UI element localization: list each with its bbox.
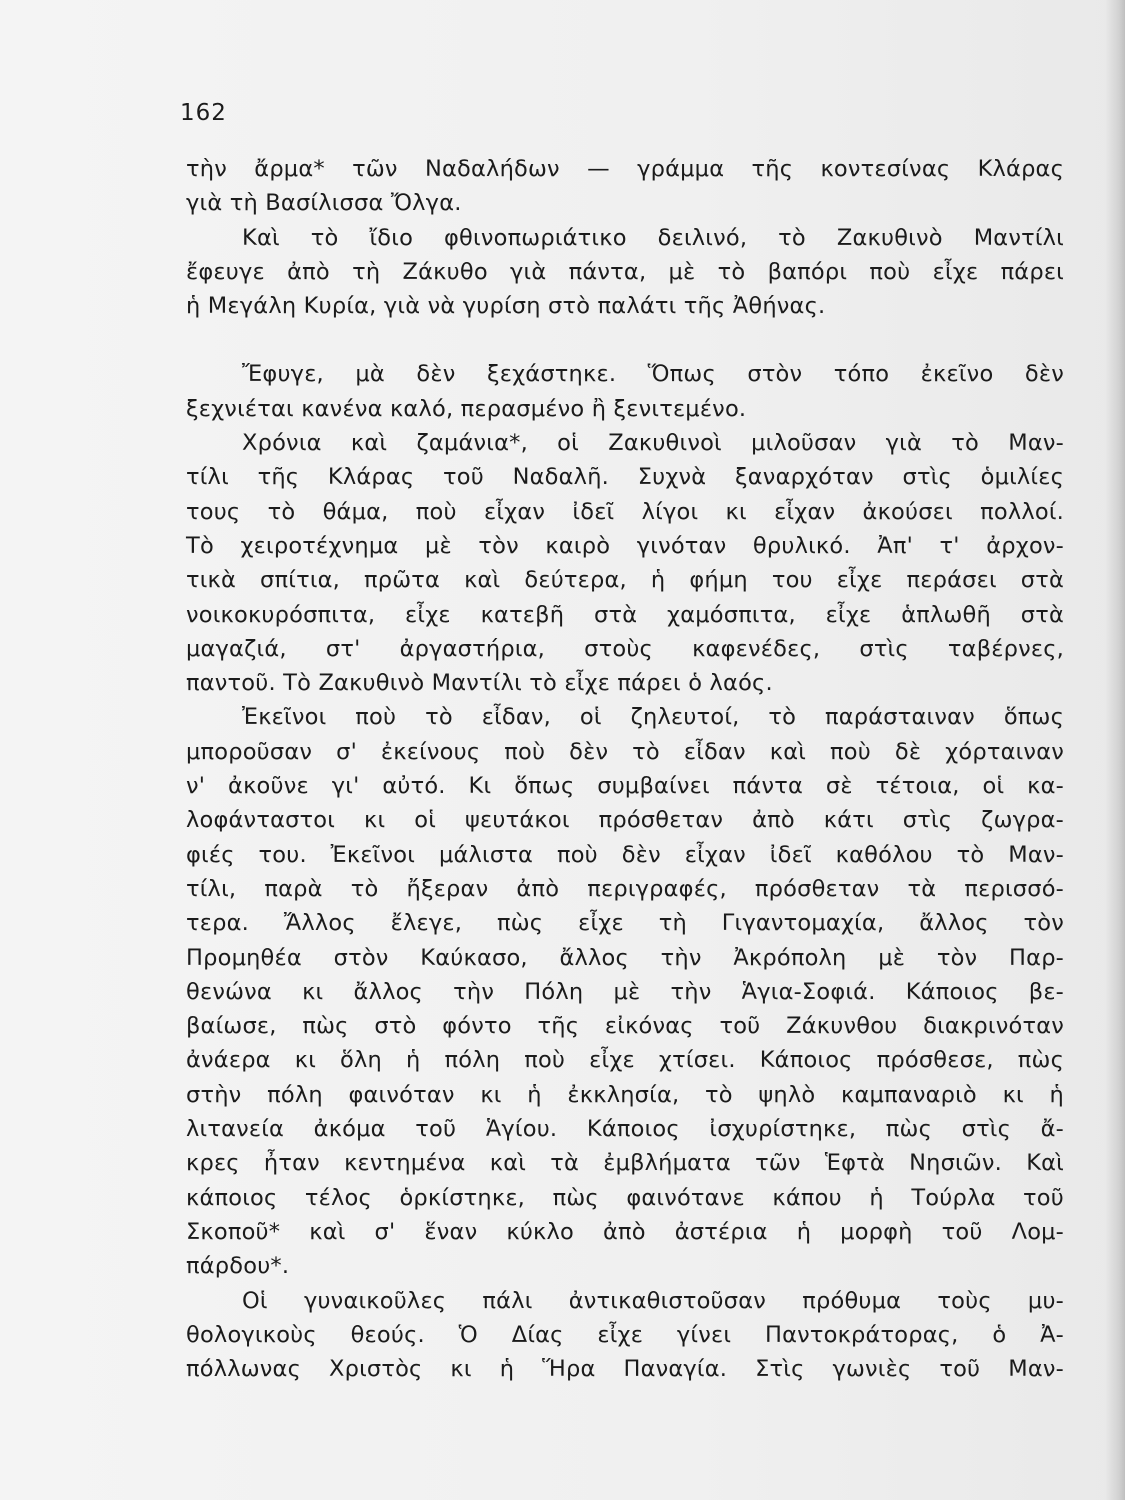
text-line: Σκοποῦ* καὶ σ' ἕναν κύκλο ἀπὸ ἀστέρια ἡ μορφὴ τοῦ Λομ- <box>186 1218 1064 1245</box>
text-line: νοικοκυρόσπιτα, εἶχε κατεβῆ στὰ χαμόσπιτα, εἶχε ἁπλωθῆ στὰ <box>186 601 1064 628</box>
text-line: μποροῦσαν σ' ἐκείνους ποὺ δὲν τὸ εἶδαν καὶ ποὺ δὲ χόρταιναν <box>186 738 1064 765</box>
text-line: τικὰ σπίτια, πρῶτα καὶ δεύτερα, ἡ φήμη του εἶχε περάσει στὰ <box>186 567 1064 594</box>
text-line: Ἔφυγε, μὰ δὲν ξεχάστηκε. Ὅπως στὸν τόπο ἐκεῖνο δὲν <box>242 361 1064 388</box>
paragraph-gap <box>186 323 1064 357</box>
text-line: ἔφευγε ἀπὸ τὴ Ζάκυθο γιὰ πάντα, μὲ τὸ βαπόρι ποὺ εἶχε πάρει <box>186 258 1064 285</box>
text-line: Καὶ τὸ ἴδιο φθινοπωριάτικο δειλινό, τὸ Ζακυθινὸ Μαντίλι <box>242 224 1064 251</box>
page-number: 162 <box>180 100 227 126</box>
text-line: θενώνα κι ἄλλος τὴν Πόλη μὲ τὴν Ἁγια-Σοφιά. Κάποιος βε- <box>186 978 1064 1005</box>
text-line: τὴν ἄρμα* τῶν Ναδαλήδων — γράμμα τῆς κοντεσίνας Κλάρας <box>186 156 1064 182</box>
text-line: θολογικοὺς θεούς. Ὁ Δίας εἶχε γίνει Παντοκράτορας, ὁ Ἀ- <box>186 1321 1064 1348</box>
text-line: κρες ἦταν κεντημένα καὶ τὰ ἐμβλήματα τῶν Ἑφτὰ Νησιῶν. Καὶ <box>186 1150 1064 1177</box>
text-line: Τὸ χειροτέχνημα μὲ τὸν καιρὸ γινόταν θρυλικό. Ἀπ' τ' ἀρχον- <box>186 532 1064 559</box>
text-line: Χρόνια καὶ ζαμάνια*, οἱ Ζακυθινοὶ μιλοῦσαν γιὰ τὸ Μαν- <box>242 430 1064 457</box>
text-line: λιτανεία ἀκόμα τοῦ Ἁγίου. Κάποιος ἰσχυρίστηκε, πὼς στὶς ἄ- <box>186 1116 1064 1143</box>
text-line: ξεχνιέται κανένα καλό, περασμένο ἢ ξενιτεμένο. <box>186 395 747 422</box>
text-line: τερα. Ἄλλος ἔλεγε, πὼς εἶχε τὴ Γιγαντομαχία, ἄλλος τὸν <box>186 910 1064 937</box>
text-line: πάρδου*. <box>186 1253 290 1280</box>
text-line: Προμηθέα στὸν Καύκασο, ἄλλος τὴν Ἀκρόπολη μὲ τὸν Παρ- <box>186 944 1064 971</box>
text-line: πόλλωνας Χριστὸς κι ἡ Ἥρα Παναγία. Στὶς γωνιὲς τοῦ Μαν- <box>186 1356 1064 1383</box>
text-line: τίλι, παρὰ τὸ ἤξεραν ἀπὸ περιγραφές, πρόσθεταν τὰ περισσό- <box>186 875 1064 902</box>
text-line: γιὰ τὴ Βασίλισσα Ὄλγα. <box>186 190 462 217</box>
paragraph <box>186 357 1064 426</box>
text-line: Ἐκεῖνοι ποὺ τὸ εἶδαν, οἱ ζηλευτοί, τὸ παράσταιναν ὅπως <box>242 704 1064 731</box>
text-line: ἀνάερα κι ὅλη ἡ πόλη ποὺ εἶχε χτίσει. Κάποιος πρόσθεσε, πὼς <box>186 1047 1064 1074</box>
text-line: κάποιος τέλος ὁρκίστηκε, πὼς φαινότανε κάπου ἡ Τούρλα τοῦ <box>186 1184 1064 1211</box>
body-text <box>186 152 1064 1386</box>
text-line: παντοῦ. Τὸ Ζακυθινὸ Μαντίλι τὸ εἶχε πάρει ὁ λαός. <box>186 670 773 697</box>
text-line: στὴν πόλη φαινόταν κι ἡ ἐκκλησία, τὸ ψηλὸ καμπαναριὸ κι ἡ <box>186 1081 1064 1108</box>
page-edge-shadow <box>1105 0 1125 1500</box>
text-line: βαίωσε, πὼς στὸ φόντο τῆς εἰκόνας τοῦ Ζάκυνθου διακρινόταν <box>186 1013 1064 1040</box>
paragraph <box>186 426 1064 700</box>
text-line: τους τὸ θάμα, ποὺ εἶχαν ἰδεῖ λίγοι κι εἶχαν ἀκούσει πολλοί. <box>186 498 1064 525</box>
text-line: μαγαζιά, στ' ἀργαστήρια, στοὺς καφενέδες, στὶς ταβέρνες, <box>186 635 1064 662</box>
text-line: Οἱ γυναικοῦλες πάλι ἀντικαθιστοῦσαν πρόθυμα τοὺς μυ- <box>242 1287 1064 1314</box>
text-line: φιές του. Ἐκεῖνοι μάλιστα ποὺ δὲν εἶχαν ἰδεῖ καθόλου τὸ Μαν- <box>186 841 1064 868</box>
text-line: ἡ Μεγάλη Κυρία, γιὰ νὰ γυρίση στὸ παλάτι τῆς Ἀθήνας. <box>186 293 826 320</box>
paragraph <box>186 221 1064 324</box>
paragraph <box>186 700 1064 1283</box>
text-line: τίλι τῆς Κλάρας τοῦ Ναδαλῆ. Συχνὰ ξαναρχόταν στὶς ὁμιλίες <box>186 464 1064 491</box>
text-line: ν' ἀκοῦνε γι' αὐτό. Κι ὅπως συμβαίνει πάντα σὲ τέτοια, οἱ κα- <box>186 773 1064 800</box>
paragraph <box>186 1284 1064 1387</box>
text-line: λοφάνταστοι κι οἱ ψευτάκοι πρόσθεταν ἀπὸ κάτι στὶς ζωγρα- <box>186 807 1064 834</box>
paragraph <box>186 152 1064 221</box>
